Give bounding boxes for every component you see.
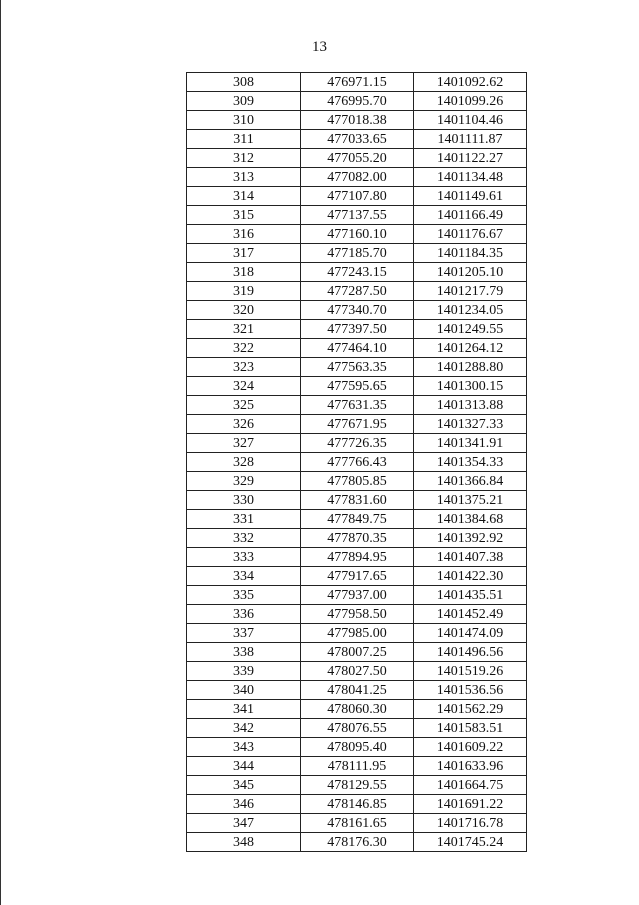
y-coordinate-cell: 1401217.79 — [414, 282, 527, 301]
point-number-cell: 327 — [187, 434, 301, 453]
y-coordinate-cell: 1401452.49 — [414, 605, 527, 624]
point-number-cell: 323 — [187, 358, 301, 377]
point-number-cell: 328 — [187, 453, 301, 472]
table-row — [187, 377, 527, 396]
point-number-cell: 310 — [187, 111, 301, 130]
x-coordinate-cell: 478111.95 — [301, 757, 414, 776]
point-number-cell: 308 — [187, 73, 301, 92]
point-number-cell: 314 — [187, 187, 301, 206]
x-coordinate-cell: 478060.30 — [301, 700, 414, 719]
table-row — [187, 491, 527, 510]
point-number-cell: 318 — [187, 263, 301, 282]
point-number-cell: 333 — [187, 548, 301, 567]
y-coordinate-cell: 1401583.51 — [414, 719, 527, 738]
y-coordinate-cell: 1401104.46 — [414, 111, 527, 130]
y-coordinate-cell: 1401716.78 — [414, 814, 527, 833]
point-number-cell: 321 — [187, 320, 301, 339]
x-coordinate-cell: 477849.75 — [301, 510, 414, 529]
x-coordinate-cell: 478095.40 — [301, 738, 414, 757]
point-number-cell: 325 — [187, 396, 301, 415]
point-number-cell: 342 — [187, 719, 301, 738]
point-number-cell: 335 — [187, 586, 301, 605]
table-row — [187, 738, 527, 757]
point-number-cell: 344 — [187, 757, 301, 776]
y-coordinate-cell: 1401375.21 — [414, 491, 527, 510]
x-coordinate-cell: 477631.35 — [301, 396, 414, 415]
x-coordinate-cell: 476971.15 — [301, 73, 414, 92]
y-coordinate-cell: 1401562.29 — [414, 700, 527, 719]
table-row — [187, 301, 527, 320]
x-coordinate-cell: 477671.95 — [301, 415, 414, 434]
point-number-cell: 345 — [187, 776, 301, 795]
y-coordinate-cell: 1401354.33 — [414, 453, 527, 472]
table-row — [187, 263, 527, 282]
y-coordinate-cell: 1401134.48 — [414, 168, 527, 187]
y-coordinate-cell: 1401691.22 — [414, 795, 527, 814]
table-row — [187, 73, 527, 92]
table-row — [187, 548, 527, 567]
y-coordinate-cell: 1401609.22 — [414, 738, 527, 757]
table-row — [187, 339, 527, 358]
y-coordinate-cell: 1401496.56 — [414, 643, 527, 662]
point-number-cell: 343 — [187, 738, 301, 757]
y-coordinate-cell: 1401664.75 — [414, 776, 527, 795]
y-coordinate-cell: 1401099.26 — [414, 92, 527, 111]
table-row — [187, 719, 527, 738]
x-coordinate-cell: 478041.25 — [301, 681, 414, 700]
point-number-cell: 340 — [187, 681, 301, 700]
table-row — [187, 320, 527, 339]
table-row — [187, 244, 527, 263]
x-coordinate-cell: 477831.60 — [301, 491, 414, 510]
table-row — [187, 662, 527, 681]
table-row — [187, 282, 527, 301]
point-number-cell: 329 — [187, 472, 301, 491]
y-coordinate-cell: 1401149.61 — [414, 187, 527, 206]
x-coordinate-cell: 477937.00 — [301, 586, 414, 605]
x-coordinate-cell: 477464.10 — [301, 339, 414, 358]
point-number-cell: 319 — [187, 282, 301, 301]
point-number-cell: 336 — [187, 605, 301, 624]
table-row — [187, 529, 527, 548]
y-coordinate-cell: 1401392.92 — [414, 529, 527, 548]
x-coordinate-cell: 478161.65 — [301, 814, 414, 833]
table-row — [187, 757, 527, 776]
y-coordinate-cell: 1401435.51 — [414, 586, 527, 605]
x-coordinate-cell: 477243.15 — [301, 263, 414, 282]
y-coordinate-cell: 1401288.80 — [414, 358, 527, 377]
table-row — [187, 206, 527, 225]
point-number-cell: 312 — [187, 149, 301, 168]
point-number-cell: 317 — [187, 244, 301, 263]
x-coordinate-cell: 477107.80 — [301, 187, 414, 206]
point-number-cell: 311 — [187, 130, 301, 149]
point-number-cell: 326 — [187, 415, 301, 434]
table-row — [187, 187, 527, 206]
table-row — [187, 472, 527, 491]
x-coordinate-cell: 478176.30 — [301, 833, 414, 852]
y-coordinate-cell: 1401300.15 — [414, 377, 527, 396]
table-row — [187, 624, 527, 643]
table-row — [187, 225, 527, 244]
x-coordinate-cell: 476995.70 — [301, 92, 414, 111]
page-number: 13 — [312, 39, 327, 55]
x-coordinate-cell: 477563.35 — [301, 358, 414, 377]
x-coordinate-cell: 478007.25 — [301, 643, 414, 662]
x-coordinate-cell: 477894.95 — [301, 548, 414, 567]
point-number-cell: 339 — [187, 662, 301, 681]
table-row — [187, 833, 527, 852]
table-row — [187, 776, 527, 795]
y-coordinate-cell: 1401422.30 — [414, 567, 527, 586]
y-coordinate-cell: 1401234.05 — [414, 301, 527, 320]
point-number-cell: 324 — [187, 377, 301, 396]
point-number-cell: 331 — [187, 510, 301, 529]
table-row — [187, 396, 527, 415]
x-coordinate-cell: 478129.55 — [301, 776, 414, 795]
y-coordinate-cell: 1401407.38 — [414, 548, 527, 567]
point-number-cell: 309 — [187, 92, 301, 111]
x-coordinate-cell: 478076.55 — [301, 719, 414, 738]
table-row — [187, 586, 527, 605]
y-coordinate-cell: 1401745.24 — [414, 833, 527, 852]
x-coordinate-cell: 477033.65 — [301, 130, 414, 149]
table-row — [187, 814, 527, 833]
y-coordinate-cell: 1401176.67 — [414, 225, 527, 244]
point-number-cell: 322 — [187, 339, 301, 358]
table-row — [187, 415, 527, 434]
x-coordinate-cell: 478027.50 — [301, 662, 414, 681]
table-row — [187, 453, 527, 472]
y-coordinate-cell: 1401122.27 — [414, 149, 527, 168]
table-row — [187, 567, 527, 586]
y-coordinate-cell: 1401166.49 — [414, 206, 527, 225]
x-coordinate-cell: 477917.65 — [301, 567, 414, 586]
coordinates-table-body — [187, 73, 527, 852]
point-number-cell: 313 — [187, 168, 301, 187]
x-coordinate-cell: 477726.35 — [301, 434, 414, 453]
x-coordinate-cell: 477805.85 — [301, 472, 414, 491]
x-coordinate-cell: 477397.50 — [301, 320, 414, 339]
x-coordinate-cell: 477766.43 — [301, 453, 414, 472]
table-row — [187, 510, 527, 529]
table-row — [187, 700, 527, 719]
table-row — [187, 111, 527, 130]
y-coordinate-cell: 1401474.09 — [414, 624, 527, 643]
x-coordinate-cell: 477985.00 — [301, 624, 414, 643]
y-coordinate-cell: 1401536.56 — [414, 681, 527, 700]
point-number-cell: 315 — [187, 206, 301, 225]
page-edge-line — [0, 0, 1, 905]
x-coordinate-cell: 477287.50 — [301, 282, 414, 301]
point-number-cell: 316 — [187, 225, 301, 244]
x-coordinate-cell: 477137.55 — [301, 206, 414, 225]
x-coordinate-cell: 477870.35 — [301, 529, 414, 548]
x-coordinate-cell: 477340.70 — [301, 301, 414, 320]
point-number-cell: 341 — [187, 700, 301, 719]
table-row — [187, 149, 527, 168]
table-row — [187, 168, 527, 187]
table-row — [187, 605, 527, 624]
table-row — [187, 434, 527, 453]
y-coordinate-cell: 1401092.62 — [414, 73, 527, 92]
y-coordinate-cell: 1401519.26 — [414, 662, 527, 681]
x-coordinate-cell: 477958.50 — [301, 605, 414, 624]
y-coordinate-cell: 1401313.88 — [414, 396, 527, 415]
table-row — [187, 795, 527, 814]
table-row — [187, 130, 527, 149]
point-number-cell: 334 — [187, 567, 301, 586]
point-number-cell: 337 — [187, 624, 301, 643]
coordinates-table — [186, 72, 527, 852]
table-row — [187, 643, 527, 662]
x-coordinate-cell: 477595.65 — [301, 377, 414, 396]
x-coordinate-cell: 477160.10 — [301, 225, 414, 244]
y-coordinate-cell: 1401341.91 — [414, 434, 527, 453]
y-coordinate-cell: 1401384.68 — [414, 510, 527, 529]
table-row — [187, 358, 527, 377]
x-coordinate-cell: 477185.70 — [301, 244, 414, 263]
point-number-cell: 347 — [187, 814, 301, 833]
x-coordinate-cell: 478146.85 — [301, 795, 414, 814]
x-coordinate-cell: 477082.00 — [301, 168, 414, 187]
y-coordinate-cell: 1401111.87 — [414, 130, 527, 149]
point-number-cell: 330 — [187, 491, 301, 510]
point-number-cell: 338 — [187, 643, 301, 662]
y-coordinate-cell: 1401264.12 — [414, 339, 527, 358]
y-coordinate-cell: 1401249.55 — [414, 320, 527, 339]
table-row — [187, 681, 527, 700]
x-coordinate-cell: 477018.38 — [301, 111, 414, 130]
point-number-cell: 348 — [187, 833, 301, 852]
x-coordinate-cell: 477055.20 — [301, 149, 414, 168]
y-coordinate-cell: 1401366.84 — [414, 472, 527, 491]
point-number-cell: 332 — [187, 529, 301, 548]
y-coordinate-cell: 1401327.33 — [414, 415, 527, 434]
point-number-cell: 320 — [187, 301, 301, 320]
table-row — [187, 92, 527, 111]
y-coordinate-cell: 1401184.35 — [414, 244, 527, 263]
point-number-cell: 346 — [187, 795, 301, 814]
y-coordinate-cell: 1401205.10 — [414, 263, 527, 282]
y-coordinate-cell: 1401633.96 — [414, 757, 527, 776]
